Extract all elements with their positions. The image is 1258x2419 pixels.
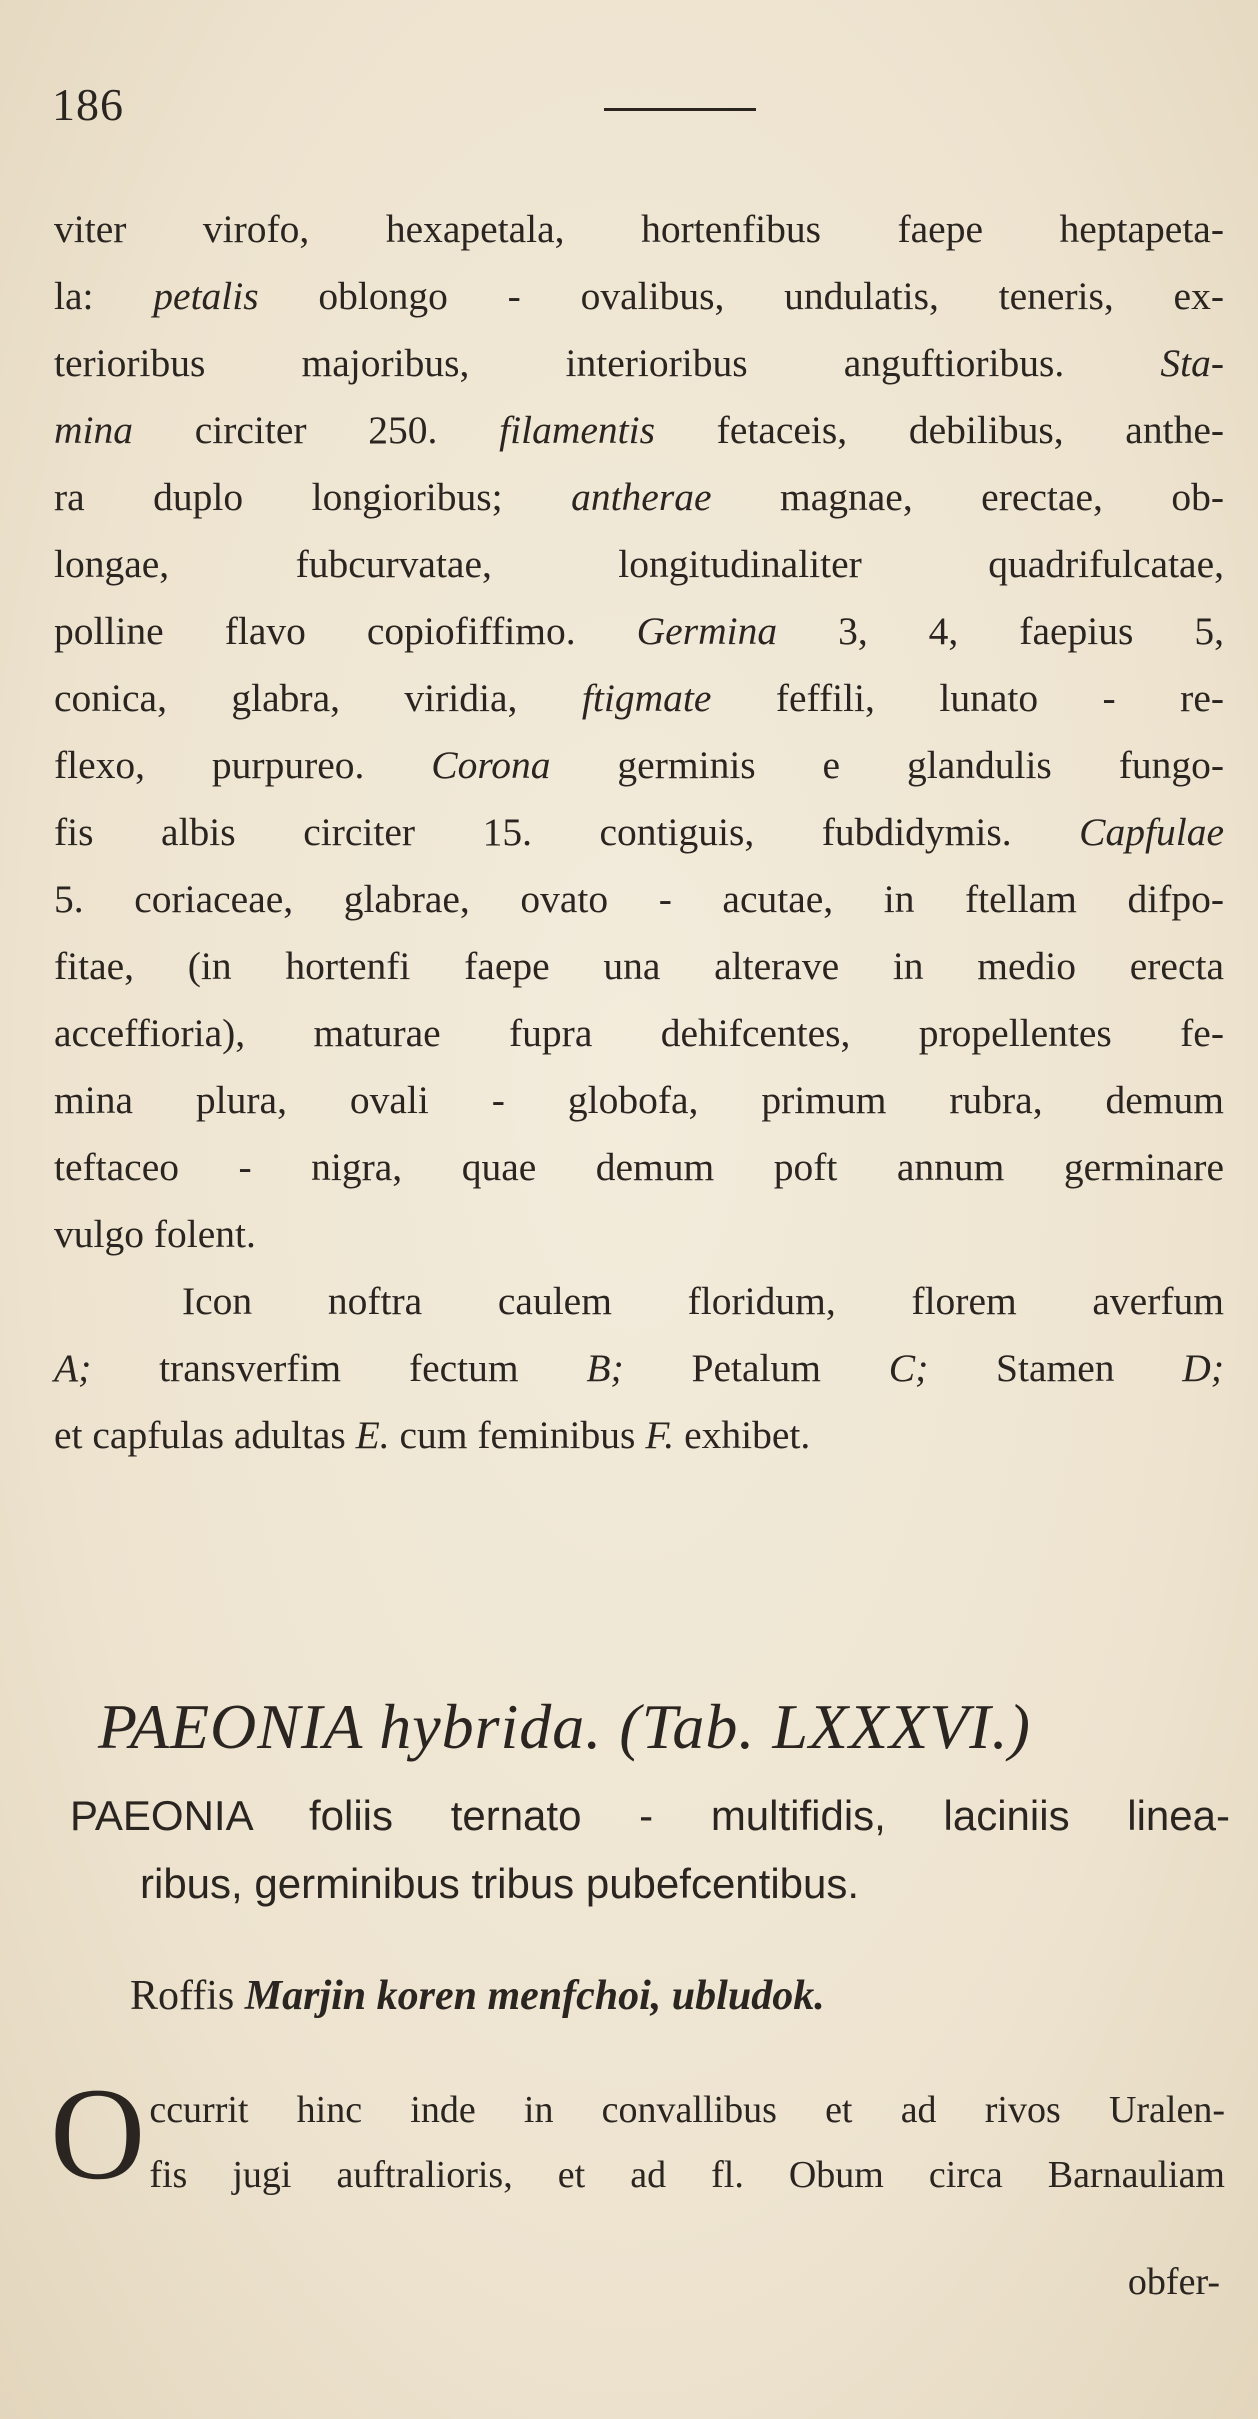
text-line [54, 196, 1224, 263]
page-header [52, 78, 1212, 138]
text-line [54, 1134, 1224, 1201]
text-line [54, 1067, 1224, 1134]
text-segment: longae, fubcurvatae, longitudinaliter quadrifulcatae, [54, 542, 1224, 586]
species-title: PAEONIA hybrida. (Tab. LXXXVI.) [98, 1691, 1031, 1762]
italic-term: B; [586, 1346, 624, 1390]
text-line [54, 397, 1224, 464]
italic-term: antherae [571, 475, 712, 519]
text-line [54, 799, 1224, 866]
italic-term: ftigmate [581, 676, 712, 720]
text-line [54, 531, 1224, 598]
italic-term: petalis [153, 274, 259, 318]
text-line [54, 1268, 1224, 1335]
text-segment: teftaceo - nigra, quae demum poft annum germinare [54, 1145, 1224, 1189]
text-segment: exhibet. [674, 1413, 811, 1457]
italic-term: mina [54, 408, 133, 452]
russian-name-text: Marjin koren menfchoi, ubludok. [244, 1973, 825, 2019]
russian-name-prefix: Roffis [130, 1973, 245, 2019]
text-line [54, 330, 1224, 397]
text-segment: la: [54, 274, 154, 318]
text-line [54, 933, 1224, 1000]
text-line [54, 1000, 1224, 1067]
text-segment: transverfim fectum [91, 1346, 587, 1390]
italic-term: A; [54, 1346, 92, 1390]
text-line [54, 263, 1224, 330]
body-text-block [54, 196, 1224, 1469]
text-segment: et capfulas adultas [54, 1413, 356, 1457]
habitat-paragraph [50, 2060, 1225, 2208]
text-segment: terioribus majoribus, interioribus anguftioribus. [54, 341, 1161, 385]
catchword: obfer- [1127, 2261, 1220, 2303]
header-rule [604, 108, 756, 111]
text-segment: Petalum [623, 1346, 889, 1390]
text-segment: flexo, purpureo. [54, 743, 432, 787]
italic-term: Sta- [1160, 341, 1224, 385]
text-segment: 5. coriaceae, glabrae, ovato - acutae, in ftellam difpo- [54, 877, 1224, 921]
text-line [54, 1335, 1224, 1402]
russian-name [130, 1972, 1210, 2020]
text-line [54, 732, 1224, 799]
text-segment: fetaceis, debilibus, anthe- [654, 408, 1225, 452]
text-line [54, 1201, 1224, 1268]
italic-term: filamentis [499, 408, 655, 452]
text-segment: 3, 4, faepius 5, [777, 609, 1224, 653]
diagnosis-line: PAEONIA foliis ternato - multifidis, laciniis linea- [70, 1792, 1230, 1839]
text-segment: cum feminibus [389, 1413, 646, 1457]
page-number: 186 [52, 79, 124, 130]
text-segment: oblongo - ovalibus, undulatis, teneris, ex- [258, 274, 1224, 318]
text-segment: conica, glabra, viridia, [54, 676, 582, 720]
text-segment: fis albis circiter 15. contiguis, fubdidymis. [54, 810, 1080, 854]
habitat-line: ccurrit hinc inde in convallibus et ad rivos Uralen- [149, 2089, 1225, 2131]
text-segment: vulgo folent. [54, 1212, 256, 1256]
text-line [54, 1402, 1224, 1469]
text-line [54, 464, 1224, 531]
text-segment: Icon noftra caulem floridum, florem averfum [182, 1279, 1224, 1323]
text-segment: circiter 250. [133, 408, 500, 452]
text-segment: viter virofo, hexapetala, hortenfibus faepe heptapeta- [54, 207, 1224, 251]
diagnosis-line: ribus, germinibus tribus pubefcentibus. [140, 1860, 860, 1907]
italic-term: Corona [431, 743, 551, 787]
text-line [54, 665, 1224, 732]
species-diagnosis [70, 1782, 1230, 1918]
text-segment: acceffioria), maturae fupra dehifcentes, propellentes fe- [54, 1011, 1224, 1055]
text-segment: fitae, (in hortenfi faepe una alterave in medio erecta [54, 944, 1224, 988]
text-segment: mina plura, ovali - globofa, primum rubra, demum [54, 1078, 1224, 1122]
text-segment: feffili, lunato - re- [711, 676, 1225, 720]
text-segment: Stamen [928, 1346, 1183, 1390]
italic-term: D; [1182, 1346, 1224, 1390]
text-segment: germinis e glandulis fungo- [550, 743, 1224, 787]
italic-term: Capfulae [1079, 810, 1224, 854]
text-segment: magnae, erectae, ob- [711, 475, 1224, 519]
italic-term: E. [355, 1413, 390, 1457]
italic-term: C; [888, 1346, 929, 1390]
text-segment: ra duplo longioribus; [54, 475, 572, 519]
habitat-line: fis jugi auftralioris, et ad fl. Obum circa Barnauliam [149, 2154, 1225, 2196]
italic-term: F. [645, 1413, 675, 1457]
italic-term: Germina [636, 609, 778, 653]
drop-cap: O [50, 2060, 146, 2207]
text-line [54, 866, 1224, 933]
text-segment: polline flavo copiofiffimo. [54, 609, 637, 653]
text-line [54, 598, 1224, 665]
